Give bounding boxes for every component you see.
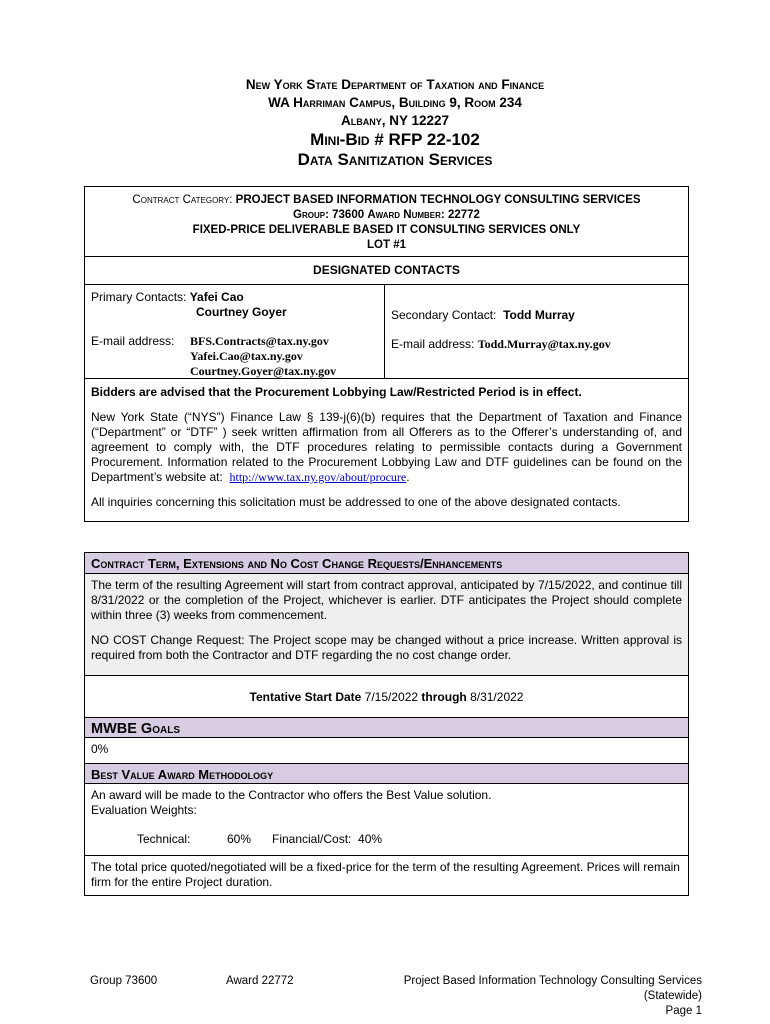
weights-line [91, 832, 682, 847]
tentative-dates-row [85, 675, 688, 717]
footer-group: Group 73600 [90, 975, 158, 987]
primary-contacts-cell [85, 285, 385, 378]
primary-name-2: Courtney Goyer [196, 305, 287, 319]
term-paragraph-2: NO COST Change Request: The Project scope may be changed without a price increase. Written approval is required from both the Contractor and DTF regarding the no cost change order. [91, 633, 682, 662]
category-value: PROJECT BASED INFORMATION TECHNOLOGY CONSULTING SERVICES [235, 194, 641, 206]
best-value-paragraph-1: An award will be made to the Contractor who offers the Best Value solution. [91, 788, 492, 802]
primary-email-1[interactable]: BFS.Contracts@tax.ny.gov [190, 334, 329, 348]
lot-text: LOT #1 [367, 239, 406, 251]
evaluation-weights-label: Evaluation Weights: [91, 803, 197, 817]
rfp-number: Mini-Bid # RFP 22-102 [310, 130, 480, 149]
secondary-label: Secondary Contact: [391, 308, 497, 322]
term-paragraph-1: The term of the resulting Agreement will start from contract approval, anticipated by 7/15/2022, and continue till 8/31/2022 or the completion of the Project, whichever is earlier. DTF anticipates the Project should complete within three (3) weeks from commencement. [91, 578, 682, 622]
footer-title: Project Based Information Technology Consulting Services (Statewide) [403, 975, 702, 1002]
contract-category-block [85, 187, 688, 256]
department-name: New York State Department of Taxation and Finance [245, 77, 545, 92]
fixed-price-text: The total price quoted/negotiated will be a fixed-price for the term of the resulting Agreement. Prices will remain firm for the entire Project duration. [85, 855, 688, 894]
award-value: 22772 [447, 209, 480, 221]
best-value-body [85, 783, 688, 855]
lobbying-body: New York State (“NYS”) Finance Law § 139-j(6)(b) requires that the Department of Taxation and Finance (“Department” or “DTF” ) seek written affirmation from all Offerers as to the Offerer’s understanding of, and agreement to comply with, the DTF procedures relating to permissible contacts during a Government Procurement. Information related to the Procurement Lobbying Law and DTF guidelines can be found on the Department’s website at: [91, 410, 682, 484]
primary-name-1: Yafei Cao [189, 290, 244, 304]
group-label: Group: [293, 209, 329, 221]
contacts-row [85, 284, 688, 378]
city-address: Albany, NY 12227 [340, 113, 450, 128]
footer-right [344, 974, 702, 1019]
secondary-name: Todd Murray [503, 308, 575, 322]
mwbe-value: 0% [85, 737, 688, 763]
primary-email-label: E-mail address: [91, 334, 175, 348]
technical-label: Technical: [137, 832, 191, 846]
primary-email-3[interactable]: Courtney.Goyer@tax.ny.gov [190, 364, 337, 378]
start-date: 7/15/2022 [364, 690, 419, 704]
secondary-email-label: E-mail address: [391, 337, 475, 351]
financial-label: Financial/Cost: [272, 832, 352, 846]
group-value: 73600 [332, 209, 365, 221]
campus-address: WA Harriman Campus, Building 9, Room 234 [268, 95, 522, 110]
designated-contacts-heading: DESIGNATED CONTACTS [85, 256, 688, 284]
contract-terms-box [84, 552, 689, 896]
secondary-contact-cell [385, 285, 688, 378]
term-body [85, 573, 688, 675]
document-header [0, 76, 770, 170]
technical-value: 60% [227, 832, 252, 846]
through-label: through [421, 690, 467, 704]
best-value-heading: Best Value Award Methodology [85, 763, 688, 783]
deliverable-text: FIXED-PRICE DELIVERABLE BASED IT CONSULTING SERVICES ONLY [192, 224, 581, 236]
award-label: Award Number: [367, 209, 445, 221]
procure-link[interactable]: http://www.tax.ny.gov/about/procure [229, 470, 407, 484]
primary-email-2[interactable]: Yafei.Cao@tax.ny.gov [190, 349, 303, 363]
primary-label: Primary Contacts: [91, 290, 187, 304]
lobbying-notice: Bidders are advised that the Procurement Lobbying Law/Restricted Period is in effect. [91, 385, 582, 399]
contract-info-box [84, 186, 689, 522]
mwbe-heading: MWBE Goals [85, 717, 688, 737]
secondary-email[interactable]: Todd.Murray@tax.ny.gov [477, 337, 611, 351]
start-date-label: Tentative Start Date [249, 690, 362, 704]
document-title: Data Sanitization Services [297, 150, 493, 169]
end-date: 8/31/2022 [470, 690, 524, 704]
financial-value: 40% [358, 832, 383, 846]
inquiries-text: All inquiries concerning this solicitation must be addressed to one of the above designated contacts. [91, 495, 621, 509]
footer-page: Page 1 [665, 1005, 702, 1017]
lobbying-section: Bidders are advised that the Procurement Lobbying Law/Restricted Period is in effect. New York State (“NYS”) Finance Law § 139-j(6)(b) requires that the Department of Taxation and Finance (“Department” or “DTF” ) seek written affirmation from all Offerers as to the Offerer’s understanding of, and agreement to comply with, the DTF procedures relating to permissible contacts during a Government Procurement. Information related to the Procurement Lobbying Law and DTF guidelines can be found on the Department’s website at: http://www.tax.ny.gov/about/procure. All inquiries concerning this solicitation must be addressed to one of the above designated contacts. [85, 378, 688, 526]
footer-award: Award 22772 [226, 975, 294, 987]
term-heading: Contract Term, Extensions and No Cost Change Requests/Enhancements [85, 553, 688, 573]
category-label: Contract Category: [132, 194, 233, 206]
